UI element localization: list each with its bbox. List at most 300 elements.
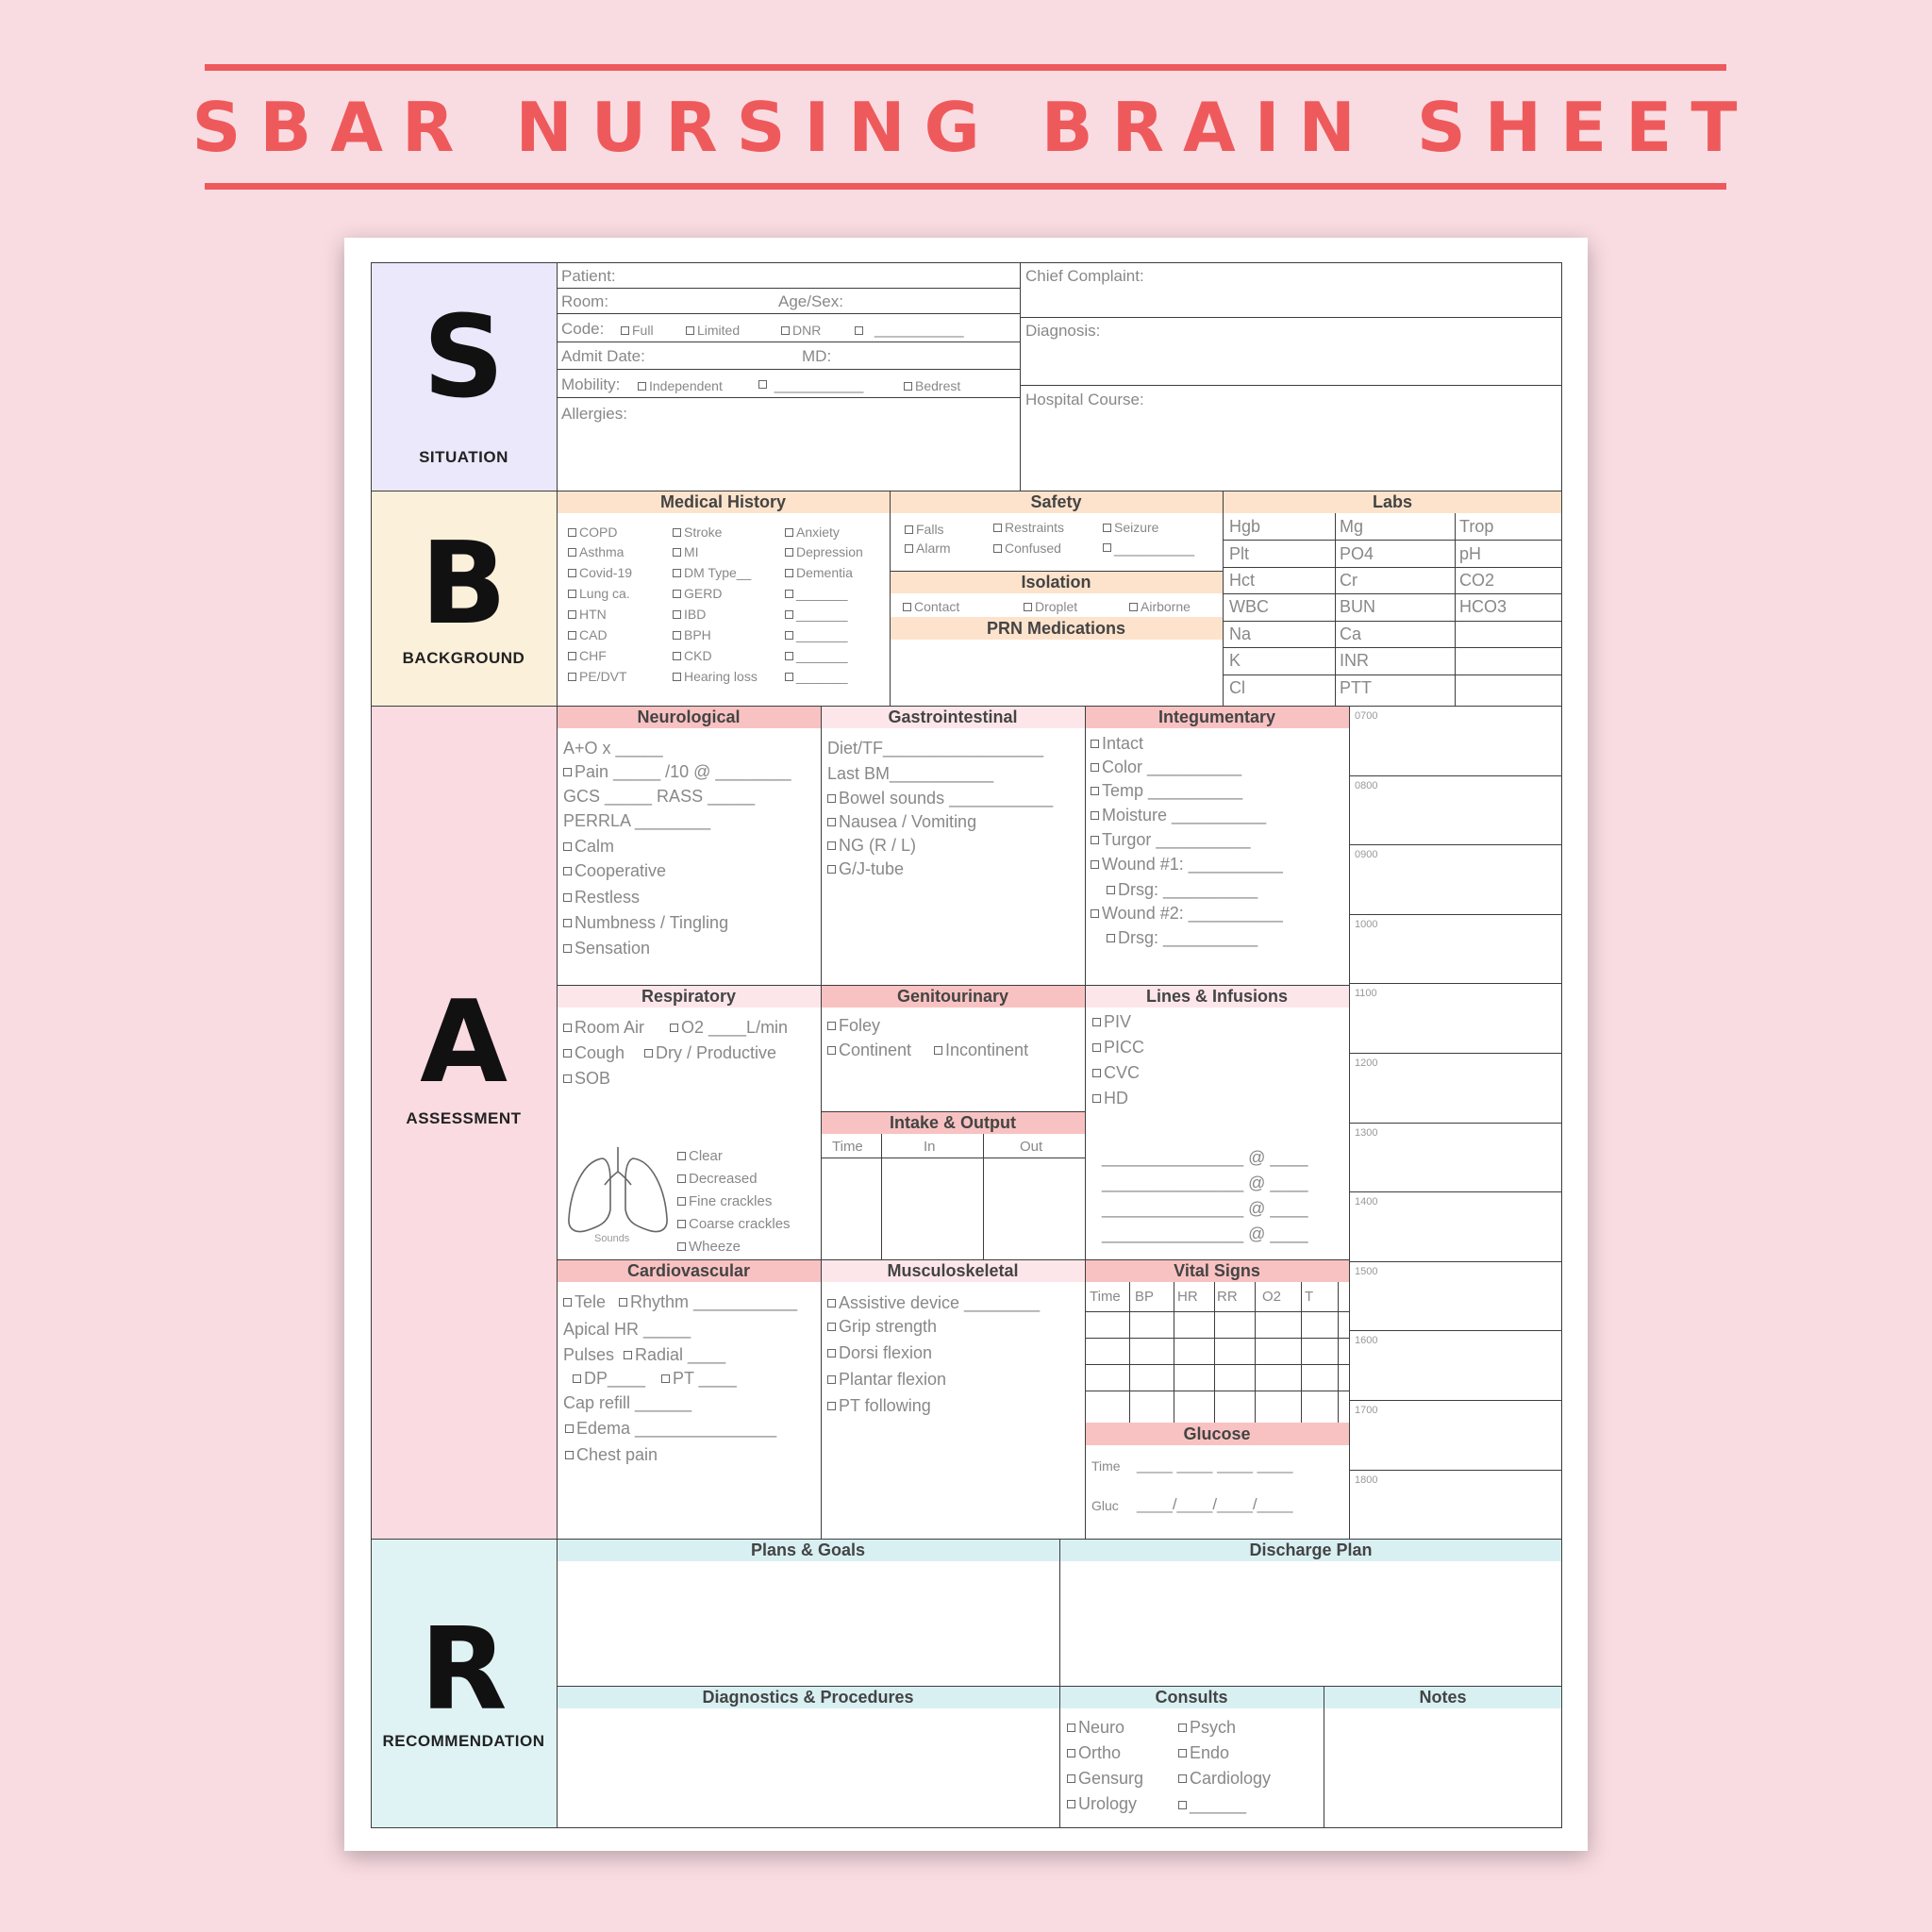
glucose-time-line-label: ____ ____ ____ ____ [1137,1456,1293,1474]
msk-item[interactable] [827,1294,1040,1311]
cv-item-label: Edema _______________ [576,1419,777,1438]
code-limited[interactable]: Limited [686,324,740,337]
lab-cell[interactable] [1459,518,1493,535]
safety-item-label: Alarm [916,541,951,556]
consult-item[interactable] [1067,1719,1124,1736]
medhx-item-label: CKD [684,648,712,663]
vitals-col-header-label: BP [1135,1289,1155,1305]
checkbox-icon [785,528,793,537]
vitals-col-header[interactable] [1262,1290,1281,1304]
gi-item-label: Bowel sounds ___________ [839,789,1054,808]
hospital-course-field[interactable]: Hospital Course: [1025,391,1144,408]
safety-item[interactable] [905,541,951,555]
gi-item[interactable] [827,860,904,877]
checkbox-icon [673,569,681,577]
checkbox-icon [905,544,913,553]
neuro-item[interactable] [563,889,640,906]
lab-cell-label: pH [1459,544,1482,563]
checkbox-icon [855,326,863,335]
cv-item[interactable] [563,1346,614,1363]
lung-sound-item[interactable] [677,1194,772,1208]
integ-item-label: Drsg: __________ [1118,928,1258,947]
checkbox-icon [673,631,681,640]
admit-date-field[interactable]: Admit Date: [561,347,645,365]
checkbox-icon [827,1323,836,1331]
neuro-item[interactable] [563,914,728,931]
checkbox-icon [673,590,681,598]
checkbox-icon [670,1024,678,1032]
time-slot: 0900 [1355,849,1378,861]
checkbox-icon [621,326,629,335]
io-col-header[interactable] [924,1140,936,1154]
integ-item[interactable] [1091,807,1266,824]
lab-cell-label: Cr [1340,571,1357,590]
gu-item[interactable] [827,1017,880,1034]
checkbox-icon [785,673,793,681]
msk-item[interactable] [827,1371,946,1388]
lab-cell-label: Na [1229,625,1252,643]
resp-item[interactable] [563,1070,610,1087]
code-dnr[interactable]: DNR [781,324,821,337]
cv-item[interactable] [624,1346,725,1363]
medhx-item[interactable] [568,566,632,579]
medhx-item[interactable] [785,628,848,641]
infusion-line[interactable] [1102,1225,1307,1242]
gu-item-label: Continent [839,1041,912,1059]
cv-item[interactable] [565,1420,776,1437]
lab-cell[interactable] [1229,572,1255,589]
checkbox-icon [673,673,681,681]
checkbox-icon [568,610,576,619]
checkbox-icon [1103,543,1111,552]
isolation-item-label: Droplet [1035,599,1078,614]
infusion-line[interactable] [1102,1200,1307,1217]
checkbox-icon [677,1242,686,1251]
checkbox-icon [904,382,912,391]
lung-sound-item-label: Decreased [689,1171,758,1187]
checkbox-icon [785,569,793,577]
resp-item[interactable] [670,1019,788,1036]
medhx-item[interactable] [568,649,607,662]
isolation-item[interactable] [1129,600,1191,613]
consult-item[interactable] [1067,1744,1121,1761]
integ-item-label: Temp __________ [1102,781,1243,800]
neuro-item[interactable] [563,740,663,757]
consult-item-label: Gensurg [1078,1769,1144,1788]
consult-item-label: Ortho [1078,1743,1122,1762]
resp-item[interactable] [563,1044,625,1061]
vitals-col-header-label: HR [1177,1289,1198,1305]
checkbox-icon [563,944,572,953]
integ-item[interactable] [1091,735,1143,752]
cv-item[interactable] [573,1370,645,1387]
glucose-time-line[interactable] [1137,1457,1292,1473]
checkbox-icon [781,326,790,335]
cv-item-label: Tele [575,1292,607,1311]
checkbox-icon [1092,1069,1101,1077]
gi-item[interactable] [827,813,976,830]
checkbox-icon [758,380,767,389]
checkbox-icon [1107,934,1115,942]
lab-cell-label: PTT [1340,678,1372,697]
vitals-col-header[interactable] [1217,1290,1238,1304]
lung-sound-item[interactable] [677,1172,758,1186]
medhx-item-label: Anxiety [796,525,840,540]
gi-item[interactable] [827,740,1043,757]
vitals-col-header-label: RR [1217,1289,1238,1305]
lab-cell[interactable] [1229,679,1245,696]
gu-item[interactable] [827,1041,911,1058]
lines-item-label: PIV [1104,1012,1132,1031]
safety-item[interactable] [905,523,944,536]
caption-assessment: ASSESSMENT [406,1109,522,1127]
glucose-gluc-line[interactable] [1137,1496,1292,1512]
medhx-item[interactable] [785,566,853,579]
infusion-line[interactable] [1102,1174,1307,1191]
md-field[interactable]: MD: [802,347,832,365]
chief-complaint-field[interactable]: Chief Complaint: [1025,267,1144,285]
resp-item-label: O2 ____L/min [681,1018,789,1037]
medhx-item[interactable] [673,525,722,539]
lab-cell[interactable] [1340,518,1363,535]
lung-sound-item-label: Fine crackles [689,1193,773,1209]
checkbox-icon [563,842,572,851]
isolation-item-label: Airborne [1141,599,1191,614]
checkbox-icon [677,1152,686,1160]
safety-item[interactable] [1103,540,1194,556]
lines-item-label: PICC [1104,1038,1145,1057]
lab-cell-label: Mg [1340,517,1364,536]
lines-item[interactable] [1092,1013,1131,1030]
resp-item-label: Room Air [575,1018,645,1037]
consult-item[interactable] [1178,1796,1246,1813]
io-col-header[interactable] [832,1140,863,1154]
lung-sound-item[interactable] [677,1149,723,1163]
consult-item[interactable] [1178,1744,1229,1761]
neuro-item[interactable] [563,763,791,780]
checkbox-icon [785,631,793,640]
integ-item[interactable] [1091,856,1283,873]
medhx-item[interactable] [568,628,608,641]
gi-item[interactable] [827,837,916,854]
medhx-item[interactable] [673,608,706,621]
medhx-item[interactable] [568,525,617,539]
cv-item[interactable] [565,1446,658,1463]
checkbox-icon [568,631,576,640]
integ-header: Integumentary [1085,706,1349,728]
checkbox-icon [1129,603,1138,611]
lab-cell[interactable] [1340,652,1369,669]
lab-cell[interactable] [1229,652,1241,669]
checkbox-icon [1091,860,1099,869]
medhx-item-label: CHF [579,648,607,663]
vitals-col-header[interactable] [1090,1290,1121,1304]
lung-sound-item[interactable] [677,1240,741,1254]
integ-item-label: Intact [1102,734,1144,753]
gu-item[interactable] [934,1041,1028,1058]
checkbox-icon [1024,603,1032,611]
medhx-item[interactable] [785,608,848,621]
checkbox-icon [619,1298,627,1307]
medhx-item[interactable] [568,545,624,558]
medhx-item[interactable] [785,525,840,539]
vitals-col-header[interactable] [1305,1290,1313,1304]
medhx-item[interactable] [673,628,711,641]
integ-item-label: Turgor __________ [1102,830,1251,849]
safety-item[interactable] [1103,521,1158,534]
safety-item-label: _________ [1114,539,1195,557]
checkbox-icon [827,1375,836,1384]
safety-item-label: Restraints [1005,520,1065,535]
lines-header: Lines & Infusions [1085,985,1349,1008]
infusion-line-label: _______________ @ ____ [1102,1224,1308,1243]
time-slot: 1400 [1355,1196,1378,1208]
checkbox-icon [563,1074,572,1083]
checkbox-icon [644,1049,653,1058]
checkbox-icon [1092,1018,1101,1026]
allergies-field[interactable]: Allergies: [561,405,627,423]
checkbox-icon [565,1424,574,1433]
brain-sheet [344,238,1588,1851]
lab-cell[interactable] [1340,572,1357,589]
lung-sound-item[interactable] [677,1217,791,1231]
checkbox-icon [1103,524,1111,532]
lab-cell[interactable] [1459,572,1494,589]
time-slot: 1300 [1355,1126,1378,1139]
checkbox-icon [1067,1774,1075,1783]
checkbox-icon [1091,740,1099,748]
cv-item[interactable] [563,1394,691,1411]
cv-item-label: Chest pain [576,1445,658,1464]
medhx-item[interactable] [673,545,699,558]
medhx-item-label: PE/DVT [579,669,627,684]
lines-item[interactable] [1092,1064,1140,1081]
cv-item[interactable] [619,1293,797,1310]
consult-item[interactable] [1067,1770,1143,1787]
msk-item[interactable] [827,1397,931,1414]
cv-item-label: Cap refill ______ [563,1393,692,1412]
checkbox-icon [673,528,681,537]
medhx-item-label: _______ [796,669,848,684]
checkbox-icon [661,1374,670,1383]
lab-cell[interactable] [1340,679,1372,696]
medhx-item-label: GERD [684,586,723,601]
integ-item[interactable] [1091,831,1250,848]
integ-item[interactable] [1107,881,1257,898]
diagnosis-field[interactable]: Diagnosis: [1025,322,1101,340]
medhx-item[interactable] [785,587,848,600]
checkbox-icon [686,326,694,335]
integ-item[interactable] [1091,758,1241,775]
lines-item-label: CVC [1104,1063,1141,1082]
medhx-item[interactable] [568,587,630,600]
consult-item[interactable] [1178,1719,1236,1736]
neuro-item[interactable] [563,788,755,805]
checkbox-icon [903,603,911,611]
lab-cell[interactable] [1229,545,1249,562]
medhx-item-label: MI [684,544,699,559]
code-other[interactable] [855,324,866,337]
checkbox-icon [827,865,836,874]
consult-item[interactable] [1178,1770,1271,1787]
neuro-item-label: Calm [575,837,615,856]
glucose-header: Glucose [1085,1423,1349,1445]
lines-item-label: HD [1104,1089,1128,1108]
checkbox-icon [568,590,576,598]
integ-item[interactable] [1107,929,1257,946]
neuro-item-label: Restless [575,888,641,907]
glucose-gluc-label[interactable] [1091,1499,1119,1512]
code-other-line[interactable]: __________ [874,320,964,338]
isolation-item[interactable] [1024,600,1077,613]
consult-item-label: Urology [1078,1794,1138,1813]
consult-item[interactable] [1067,1795,1137,1812]
plans-header: Plans & Goals [557,1539,1059,1561]
infusion-line-label: _______________ @ ____ [1102,1199,1308,1218]
lab-cell-label: Trop [1459,517,1494,536]
lab-cell[interactable] [1340,598,1375,615]
infusion-line[interactable] [1102,1149,1307,1166]
medhx-item[interactable] [785,670,848,683]
medhx-item-label: Depression [796,544,863,559]
room-field[interactable]: Room: [561,292,609,310]
msk-item[interactable] [827,1344,932,1361]
cv-item[interactable] [563,1293,606,1310]
medhx-item[interactable] [673,587,722,600]
safety-item[interactable] [993,541,1061,555]
consult-item-label: Psych [1190,1718,1237,1737]
medhx-item[interactable] [673,566,751,579]
lines-item[interactable] [1092,1039,1144,1056]
glucose-time-label[interactable] [1091,1459,1121,1473]
cv-item-label: Apical HR _____ [563,1320,691,1339]
patient-field[interactable]: Patient: [561,267,616,285]
mobility-bedrest[interactable]: Bedrest [904,379,960,392]
lines-item[interactable] [1092,1090,1128,1107]
sounds-label: Sounds [594,1233,630,1244]
lab-cell-label: PO4 [1340,544,1374,563]
letter-a: A [420,977,508,1108]
integ-item[interactable] [1091,905,1283,922]
gi-item-label: G/J-tube [839,859,905,878]
checkbox-icon [1067,1800,1075,1808]
medhx-item[interactable] [673,649,712,662]
cv-item[interactable] [661,1370,737,1387]
caption-recommendation: RECOMMENDATION [382,1732,545,1750]
gi-item[interactable] [827,790,1053,807]
medhx-item-label: _______ [796,627,848,642]
lab-cell[interactable] [1340,625,1361,642]
resp-item-label: Cough [575,1043,625,1062]
lab-cell-label: BUN [1340,597,1376,616]
checkbox-icon [827,794,836,803]
io-col-header[interactable] [1020,1140,1042,1154]
neuro-item[interactable] [563,862,666,879]
medhx-item-label: COPD [579,525,618,540]
checkbox-icon [1091,836,1099,844]
checkbox-icon [785,590,793,598]
resp-item-label: SOB [575,1069,611,1088]
lab-cell[interactable] [1459,545,1481,562]
title-bar [192,64,1757,190]
checkbox-icon [563,919,572,927]
msk-item-label: Dorsi flexion [839,1343,933,1362]
checkbox-icon [1178,1801,1187,1809]
gu-item-label: Foley [839,1016,881,1035]
neuro-item-label: Pain _____ /10 @ ________ [575,762,791,781]
vitals-col-header[interactable] [1177,1290,1198,1304]
checkbox-icon [1091,787,1099,795]
gi-item[interactable] [827,765,993,782]
infusion-line-label: _______________ @ ____ [1102,1174,1308,1192]
discharge-header: Discharge Plan [1059,1539,1562,1561]
checkbox-icon [785,610,793,619]
code-full[interactable]: Full [621,324,654,337]
neuro-item[interactable] [563,838,614,855]
consult-item-label: ______ [1190,1795,1247,1814]
checkbox-icon [568,528,576,537]
isolation-header: Isolation [890,571,1223,593]
lab-cell[interactable] [1340,545,1374,562]
resp-item[interactable] [563,1019,644,1036]
resp-item[interactable] [644,1044,776,1061]
mobility-other[interactable]: __________ [758,376,863,392]
lab-cell[interactable] [1229,598,1269,615]
consults-header: Consults [1059,1686,1324,1708]
cv-item[interactable] [563,1321,691,1338]
glucose-gluc-label-label: Gluc [1091,1498,1119,1513]
caption-situation: SITUATION [419,448,508,466]
lab-cell[interactable] [1229,625,1251,642]
vitals-col-header[interactable] [1135,1290,1154,1304]
lab-cell[interactable] [1459,598,1507,615]
mobility-independent[interactable]: Independent [638,379,723,392]
medhx-item[interactable] [568,670,627,683]
lab-cell-label: Cl [1229,678,1245,697]
checkbox-icon [673,652,681,660]
neuro-item[interactable] [563,812,710,829]
msk-item-label: Plantar flexion [839,1370,947,1389]
medhx-item[interactable] [568,608,607,621]
medhx-item[interactable] [673,670,758,683]
integ-item[interactable] [1091,782,1242,799]
checkbox-icon [673,548,681,557]
checkbox-icon [1091,909,1099,918]
isolation-item[interactable] [903,600,959,613]
isolation-item-label: Contact [914,599,960,614]
age-sex-field[interactable]: Age/Sex: [778,292,843,310]
safety-item-label: Falls [916,522,944,537]
lab-cell[interactable] [1229,518,1260,535]
checkbox-icon [568,569,576,577]
lab-cell-label: Hgb [1229,517,1261,536]
medhx-item[interactable] [785,649,848,662]
resp-header: Respiratory [557,985,821,1008]
consult-item-label: Neuro [1078,1718,1125,1737]
checkbox-icon [993,524,1002,532]
msk-item[interactable] [827,1318,937,1335]
checkbox-icon [563,893,572,902]
lab-cell-label: HCO3 [1459,597,1507,616]
medhx-item[interactable] [785,545,863,558]
checkbox-icon [827,1046,836,1055]
consult-item-label: Cardiology [1190,1769,1272,1788]
neuro-item[interactable] [563,940,650,957]
io-col-header-label: In [924,1139,936,1155]
safety-item[interactable] [993,521,1064,534]
checkbox-icon [568,652,576,660]
time-slot: 1100 [1355,988,1377,1000]
